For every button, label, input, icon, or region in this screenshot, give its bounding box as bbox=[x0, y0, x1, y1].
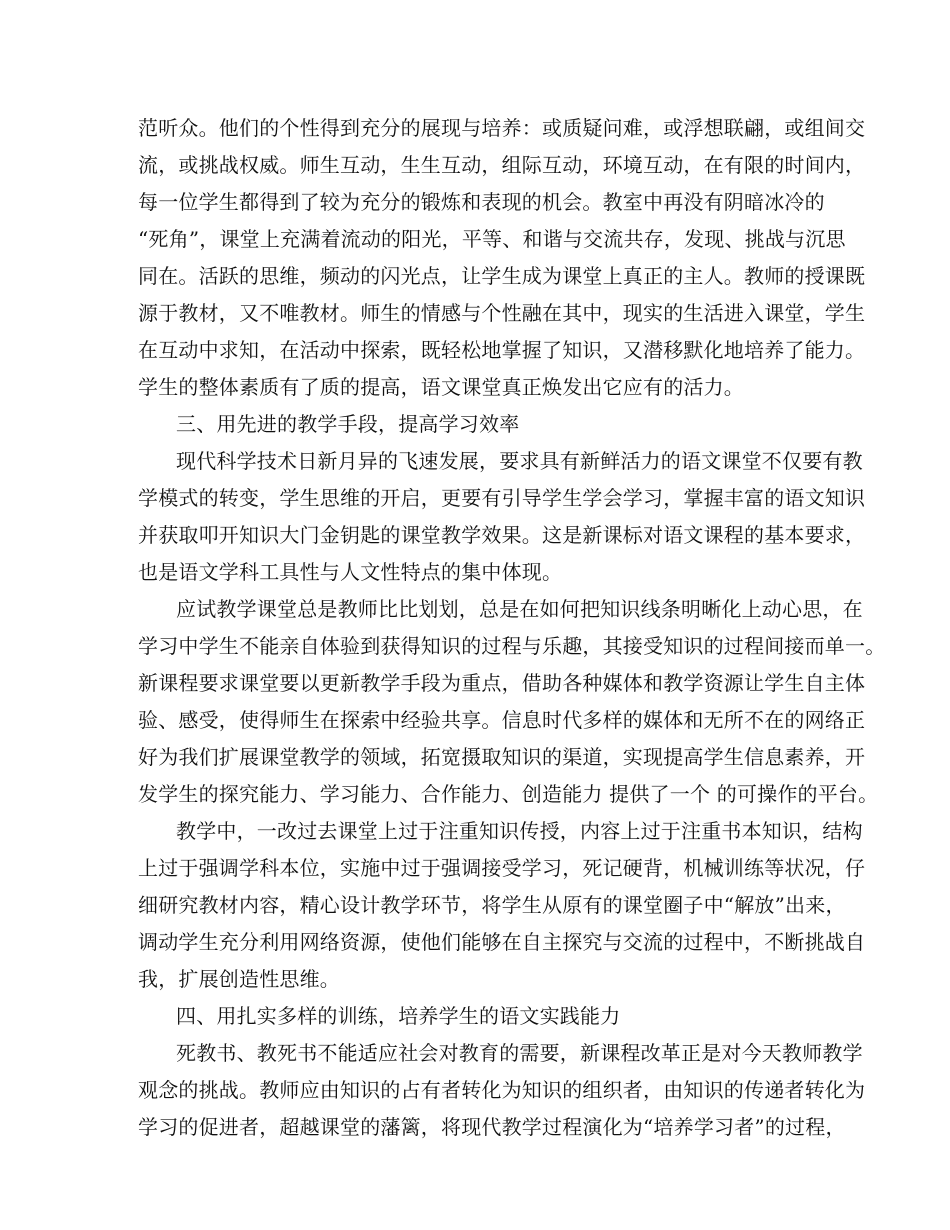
text-line: 好为我们扩展课堂教学的领域，拓宽摄取知识的渠道，实现提高学生信息素养，开 bbox=[138, 745, 866, 769]
section-heading: 四、用扎实多样的训练，培养学生的语文实践能力 bbox=[176, 1004, 621, 1028]
text-line: 每一位学生都得到了较为充分的锻炼和表现的机会。教室中再没有阴暗冰冷的 bbox=[138, 190, 825, 214]
text-line: 验、感受，使得师生在探索中经验共享。信息时代多样的媒体和无所不在的网络正 bbox=[138, 708, 866, 732]
text-line: 新课程要求课堂要以更新教学手段为重点，借助各种媒体和教学资源让学生自主体 bbox=[138, 671, 866, 695]
text-line: 上过于强调学科本位，实施中过于强调接受学习，死记硬背，机械训练等状况，仔 bbox=[138, 856, 866, 880]
text-line: 发学生的探究能力、学习能力、合作能力、创造能力 提供了一个 的可操作的平台。 bbox=[138, 782, 879, 806]
text-line: 学生的整体素质有了质的提高，语文课堂真正焕发出它应有的活力。 bbox=[138, 375, 744, 399]
text-line: “死角”，课堂上充满着流动的阳光，平等、和谐与交流共存，发现、挑战与沉思 bbox=[138, 227, 846, 251]
text-line: 源于教材，又不唯教材。师生的情感与个性融在其中，现实的生活进入课堂，学生 bbox=[138, 301, 866, 325]
text-line: 范听众。他们的个性得到充分的展现与培养：或质疑问难，或浮想联翩，或组间交 bbox=[138, 116, 866, 140]
text-line: 观念的挑战。教师应由知识的占有者转化为知识的组织者，由知识的传递者转化为 bbox=[138, 1078, 866, 1102]
text-line: 并获取叩开知识大门金钥匙的课堂教学效果。这是新课标对语文课程的基本要求， bbox=[138, 523, 866, 547]
text-line: 学习的促进者，超越课堂的藩篱，将现代教学过程演化为“培养学习者”的过程， bbox=[138, 1115, 846, 1139]
text-line: 在互动中求知，在活动中探索，既轻松地掌握了知识，又潜移默化地培养了能力。 bbox=[138, 338, 866, 362]
text-line: 同在。活跃的思维，频动的闪光点，让学生成为课堂上真正的主人。教师的授课既 bbox=[138, 264, 866, 288]
text-line: 也是语文学科工具性与人文性特点的集中体现。 bbox=[138, 560, 563, 584]
text-line: 调动学生充分利用网络资源，使他们能够在自主探究与交流的过程中，不断挑战自 bbox=[138, 930, 866, 954]
text-line: 流，或挑战权威。师生互动，生生互动，组际互动，环境互动，在有限的时间内， bbox=[138, 153, 866, 177]
text-line: 细研究教材内容，精心设计教学环节，将学生从原有的课堂圈子中“解放”出来， bbox=[138, 893, 846, 917]
text-line: 学习中学生不能亲自体验到获得知识的过程与乐趣，其接受知识的过程间接而单一。 bbox=[138, 634, 886, 658]
text-line: 应试教学课堂总是教师比比划划，总是在如何把知识线条明晰化上动心思，在 bbox=[176, 597, 863, 621]
text-line: 死教书、教死书不能适应社会对教育的需要，新课程改革正是对今天教师教学 bbox=[176, 1041, 863, 1065]
text-line: 我，扩展创造性思维。 bbox=[138, 967, 340, 991]
text-line: 学模式的转变，学生思维的开启，更要有引导学生学会学习，掌握丰富的语文知识 bbox=[138, 486, 866, 510]
text-line: 现代科学技术日新月异的飞速发展，要求具有新鲜活力的语文课堂不仅要有教 bbox=[176, 449, 863, 473]
section-heading: 三、用先进的教学手段，提高学习效率 bbox=[176, 412, 520, 436]
text-line: 教学中，一改过去课堂上过于注重知识传授，内容上过于注重书本知识，结构 bbox=[176, 819, 863, 843]
